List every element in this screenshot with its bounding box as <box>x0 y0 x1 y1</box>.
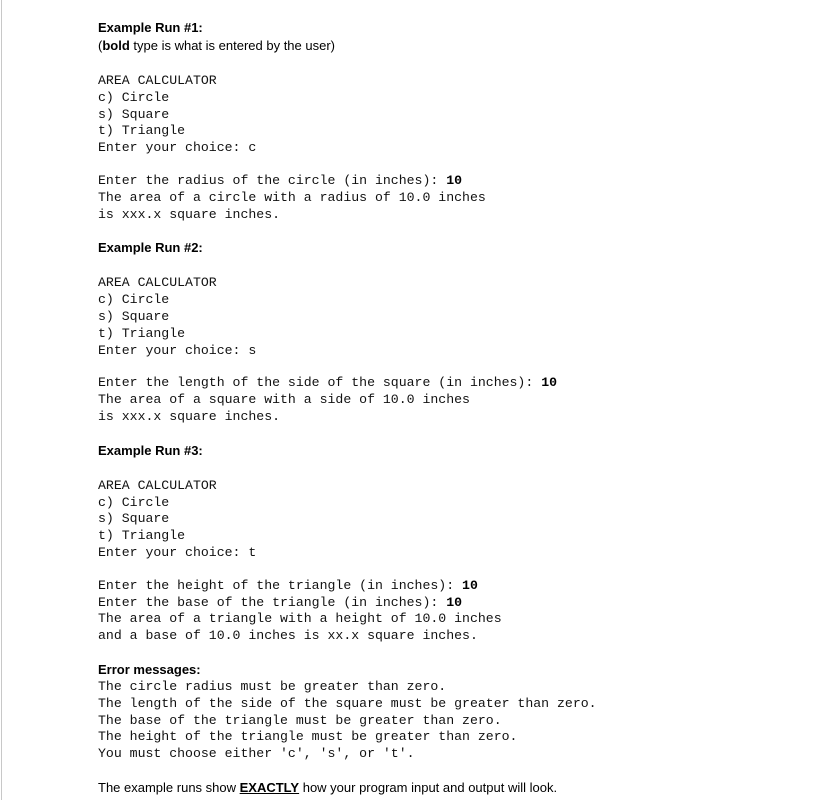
user-input-note <box>98 37 798 55</box>
example-run-2 <box>98 239 798 425</box>
side-input-value: 10 <box>541 375 558 391</box>
base-prompt: Enter the base of the triangle (in inches): <box>98 594 447 610</box>
note-suffix: type is what is entered by the user) <box>129 38 335 53</box>
menu-option-square: s) Square <box>98 308 170 324</box>
example-run-1 <box>98 19 798 223</box>
choice-prompt-line <box>98 140 798 157</box>
menu-option-circle: c) Circle <box>98 292 170 308</box>
error-line-square-side: The length of the side of the square must be greater than zero. <box>98 695 597 711</box>
result-line-2: and a base of 10.0 inches is xx.x square inches. <box>98 628 478 644</box>
base-prompt-line <box>98 595 798 612</box>
radius-prompt-line <box>98 173 798 190</box>
result-line-1: The area of a square with a side of 10.0 inches <box>98 392 470 408</box>
choice-prompt-line <box>98 343 798 360</box>
choice-value: s <box>248 342 257 358</box>
result-line-2: is xxx.x square inches. <box>98 206 281 222</box>
choice-prompt: Enter your choice: <box>98 544 249 560</box>
choice-prompt: Enter your choice: <box>98 342 249 358</box>
menu-option-square: s) Square <box>98 511 170 527</box>
menu-title: AREA CALCULATOR <box>98 73 217 88</box>
run-2-heading: Example Run #2: <box>98 240 203 256</box>
run-3-heading: Example Run #3: <box>98 442 203 458</box>
choice-prompt: Enter your choice: <box>98 140 249 156</box>
height-prompt-line <box>98 578 798 595</box>
error-line-circle-radius: The circle radius must be greater than zero. <box>98 678 447 694</box>
menu-title: AREA CALCULATOR <box>98 275 217 291</box>
menu-option-circle: c) Circle <box>98 89 170 105</box>
document-page <box>98 19 798 797</box>
menu-title: AREA CALCULATOR <box>98 477 217 493</box>
closing-note-suffix: how your program input and output will look. <box>299 779 558 795</box>
run-1-heading: Example Run #1: <box>98 20 203 35</box>
closing-note <box>98 779 798 797</box>
error-messages <box>98 661 798 763</box>
closing-note-emphasis: EXACTLY <box>239 779 300 795</box>
error-line-invalid-choice: You must choose either 'c', 's', or 't'. <box>98 746 415 762</box>
menu-option-triangle: t) Triangle <box>98 528 186 544</box>
choice-value: c <box>248 140 257 156</box>
radius-input-value: 10 <box>446 172 463 188</box>
closing-note-prefix: The example runs show <box>98 779 240 795</box>
note-prefix: ( <box>98 38 103 53</box>
result-line-1: The area of a triangle with a height of 10.0 inches <box>98 611 502 627</box>
result-line-2: is xxx.x square inches. <box>98 408 281 424</box>
example-run-3 <box>98 442 798 645</box>
side-prompt-line <box>98 375 798 392</box>
error-messages-heading: Error messages: <box>98 661 201 677</box>
result-line-1: The area of a circle with a radius of 10.0 inches <box>98 189 486 205</box>
choice-value: t <box>248 544 257 560</box>
radius-prompt: Enter the radius of the circle (in inches): <box>98 172 447 188</box>
menu-option-triangle: t) Triangle <box>98 325 186 341</box>
choice-prompt-line <box>98 545 798 562</box>
menu-option-circle: c) Circle <box>98 494 170 510</box>
base-input-value: 10 <box>446 594 463 610</box>
error-line-triangle-base: The base of the triangle must be greater than zero. <box>98 712 502 728</box>
menu-option-square: s) Square <box>98 106 170 122</box>
error-line-triangle-height: The height of the triangle must be greater than zero. <box>98 729 518 745</box>
height-input-value: 10 <box>462 577 478 593</box>
page-left-border <box>1 0 2 800</box>
side-prompt: Enter the length of the side of the square (in inches): <box>98 375 542 391</box>
menu-option-triangle: t) Triangle <box>98 123 186 139</box>
height-prompt: Enter the height of the triangle (in inches): <box>98 577 463 593</box>
note-bold-word: bold <box>102 38 130 53</box>
